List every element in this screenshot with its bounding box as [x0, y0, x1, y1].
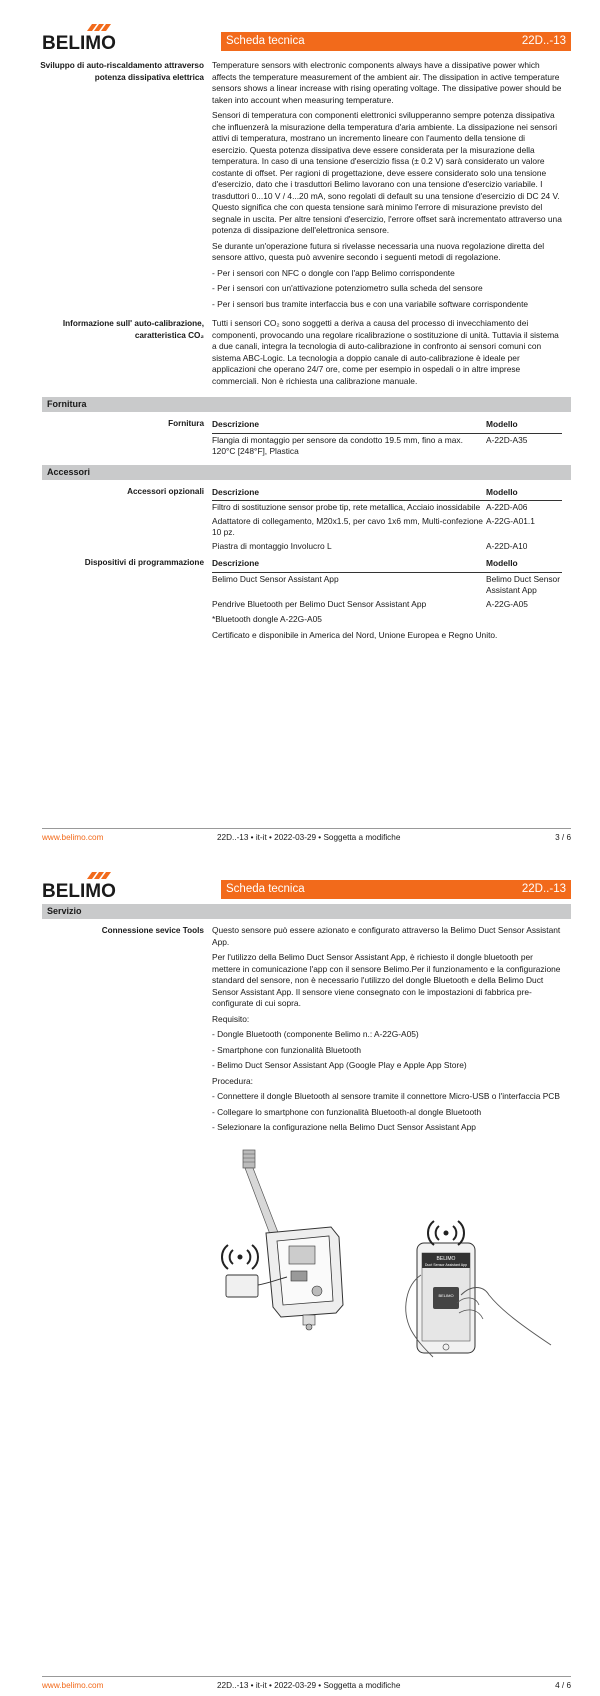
programming-table: Descrizione Modello Belimo Duct Sensor Assistant App Belimo Duct Sensor Assistant App Pendrive Bluetooth per Belimo Duct Sensor Assistant App A-22G-A05	[212, 557, 562, 611]
section-label: Sviluppo di auto-riscaldamento attraverso potenza dissipativa elettrica	[40, 61, 204, 82]
svg-text:BELIMO: BELIMO	[42, 33, 116, 52]
accessories-table: Descrizione Modello Filtro di sostituzione sensor probe tip, rete metallica, Acciaio inossidabile A-22D-A06 Adattatore di collegamento, M20x1.5, per cavo 1x6 mm, Multi-confezione 10 pz. A-22G-A01.1 Piastra di montaggio Involucro L A-22D-A10	[212, 486, 562, 554]
table-row: Belimo Duct Sensor Assistant App Belimo Duct Sensor Assistant App	[212, 573, 561, 595]
svg-text:BELIMO: BELIMO	[438, 1293, 454, 1298]
note: Certificato e disponibile in America del Nord, Unione Europea e Regno Unito.	[212, 629, 498, 640]
fornitura-section	[0, 418, 600, 459]
paragraph: Sensori di temperatura con componenti elettronici svilupperanno sempre potenza dissipativa che influenzerà la misurazione della temperatura d'aria ambiente. La dissipazione nei sensori attivi di temperatura, mostrano un incremento lineare con l'aumento della tensione di esercizio. Questa potenza dissipativa deve essere considerata per la misurazione della temperatura. In caso di una tensione d'esercizio fissa (± 0.2 V) sarà considerato un valore costante di offset. Per ragioni di progettazione, deve essere considerato solo una tensione d'esercizio, dato che i trasduttori Belimo lavorano con una tensione d'esercizio variabile. I trasduttori 0...10 V / 4...20 mA, sono regolati di default su una tensione d'esercizio di DC 24 V. Questo significa che con questa tensione sarà minimo l'errore di misurazione previsto del segnale in uscita. Per altre tensioni d'esercizio, l'errore offset sarà incrementato attraverso una potenza di dissipazione dell'elettronica sensore.	[212, 110, 562, 235]
list-item: - Per i sensori con un'attivazione potenziometro sulla scheda del sensore	[212, 283, 483, 293]
header-code: 22D..-13	[521, 34, 566, 47]
section-band-accessori: Accessori	[42, 465, 571, 480]
paragraph: Tutti i sensori CO₂ sono soggetti a deriva a causa del processo di invecchiamento dei componenti, provocando una regolare ricalibrazione o sostituzione di unità. Tuttavia il sistema a due canali, integra la tecnologia di auto-calibrazione in confronto ai sensori comuni con sistema ABC-Logic. La tecnologia a doppio canale di auto-calibrazione è ideale per applicazioni che operano 24/7 ore, come per esempio in ospedali o in altre imprese commerciali. Non è richiesta una calibrazione manuale.	[212, 318, 559, 386]
list-item: - Collegare lo smartphone con funzionalità Bluetooth-al dongle Bluetooth	[212, 1106, 482, 1117]
section-band-fornitura: Fornitura	[42, 397, 571, 412]
list-item: - Dongle Bluetooth (componente Belimo n.: A-22G-A05)	[212, 1029, 419, 1039]
phone-app-name: Duct Sensor Assistant App	[424, 1263, 468, 1267]
svg-text:BELIMO: BELIMO	[42, 881, 116, 900]
table-row: Flangia di montaggio per sensore da condotto 19.5 mm, fino a max. 120°C [248°F], Plastica A-22D-A35	[212, 434, 528, 456]
section-label: Fornitura	[168, 419, 204, 428]
list-item: - Per i sensori con NFC o dongle con l'app Belimo corrispondente	[212, 267, 455, 278]
footer-website-link[interactable]: www.belimo.com	[42, 1681, 104, 1690]
optional-accessories-section	[0, 486, 600, 554]
list-item: - Smartphone con funzionalità Bluetooth	[212, 1044, 361, 1055]
paragraph: Questo sensore può essere azionato e configurato attraverso la Belimo Duct Sensor Assistant App.	[212, 925, 561, 947]
header-title: Scheda tecnica	[226, 882, 305, 895]
fornitura-table: Descrizione Modello Flangia di montaggio per sensore da condotto 19.5 mm, fino a max. 120°C [248°F], Plastica A-22D-A35	[212, 418, 562, 459]
service-tools-section	[0, 925, 600, 1138]
paragraph: Per l'utilizzo della Belimo Duct Sensor Assistant App, è richiesto il dongle bluetooth per mettere in comunicazione l'app con il sensore Belimo.Per il funzionamento e la configurazione standard del sensore, non è necessario l'utilizzo del dongle Bluetooth e della Belimo Duct Sensor Assistant App. Il sensore viene consegnato con le impostazioni di fabbrica pre-configurate di cui sopra.	[212, 952, 561, 1008]
section-band-servizio: Servizio	[42, 904, 571, 919]
section-label: Connessione sevice Tools	[101, 926, 204, 935]
footer	[42, 828, 571, 844]
section-label: Dispositivi di programmazione	[84, 558, 204, 567]
paragraph: Se durante un'operazione futura si rivelasse necessaria una nuova regolazione diretta del sensore attivo, questa può avvenire secondo i seguenti metodi di regolazione.	[212, 240, 545, 262]
header-bar	[221, 880, 571, 899]
self-heating-section	[0, 60, 600, 314]
footer	[42, 1676, 571, 1692]
page-number: 3 / 6	[555, 833, 571, 842]
footer-info: 22D..-13 • it-it • 2022-03-29 • Soggetta a modifiche	[217, 833, 401, 842]
phone-brand: BELIMO	[436, 1256, 456, 1262]
autocal-section	[0, 318, 600, 391]
footer-website-link[interactable]: www.belimo.com	[42, 833, 104, 842]
belimo-logo	[42, 870, 118, 900]
requirements-title: Requisito:	[212, 1013, 250, 1024]
header-bar	[221, 32, 571, 51]
section-label: Informazione sull' auto-calibrazione, caratteristica CO₂	[62, 319, 204, 340]
table-row: Piastra di montaggio Involucro L A-22D-A10	[212, 540, 528, 551]
list-item: - Belimo Duct Sensor Assistant App (Google Play e Apple App Store)	[212, 1060, 467, 1070]
table-row: Filtro di sostituzione sensor probe tip, rete metallica, Acciaio inossidabile A-22D-A06	[212, 502, 528, 512]
section-label: Accessori opzionali	[127, 486, 204, 496]
bluetooth-icon	[222, 1245, 258, 1269]
list-item: - Per i sensori bus tramite interfaccia bus e con una variabile software corrispondente	[212, 298, 529, 309]
header-title: Scheda tecnica	[226, 34, 305, 47]
page-number: 4 / 6	[555, 1681, 571, 1690]
page-4	[0, 848, 600, 1696]
programming-devices-section	[0, 557, 600, 645]
footer-info: 22D..-13 • it-it • 2022-03-29 • Soggetta a modifiche	[217, 1681, 401, 1690]
bluetooth-icon	[428, 1221, 464, 1245]
list-item: - Selezionare la configurazione nella Belimo Duct Sensor Assistant App	[212, 1122, 476, 1132]
paragraph: Temperature sensors with electronic components always have a dissipative power which affects the temperature measurement of the ambient air. The dissipation in active temperature sensors shows a linear increase with rising operating voltage. The dissipative power should be taken into account when measuring temperature.	[212, 60, 562, 105]
belimo-logo	[42, 22, 118, 52]
list-item: - Connettere il dongle Bluetooth al sensore tramite il connettore Micro-USB o l'interfaccia PCB	[212, 1091, 560, 1101]
bluetooth-connection-illustration	[221, 1145, 571, 1360]
table-row: Pendrive Bluetooth per Belimo Duct Sensor Assistant App A-22G-A05	[212, 598, 528, 609]
table-row: Adattatore di collegamento, M20x1.5, per cavo 1x6 mm, Multi-confezione 10 pz. A-22G-A01.1	[212, 515, 535, 537]
note: *Bluetooth dongle A-22G-A05	[212, 614, 322, 624]
procedure-title: Procedura:	[212, 1075, 253, 1086]
header-code: 22D..-13	[521, 882, 566, 895]
